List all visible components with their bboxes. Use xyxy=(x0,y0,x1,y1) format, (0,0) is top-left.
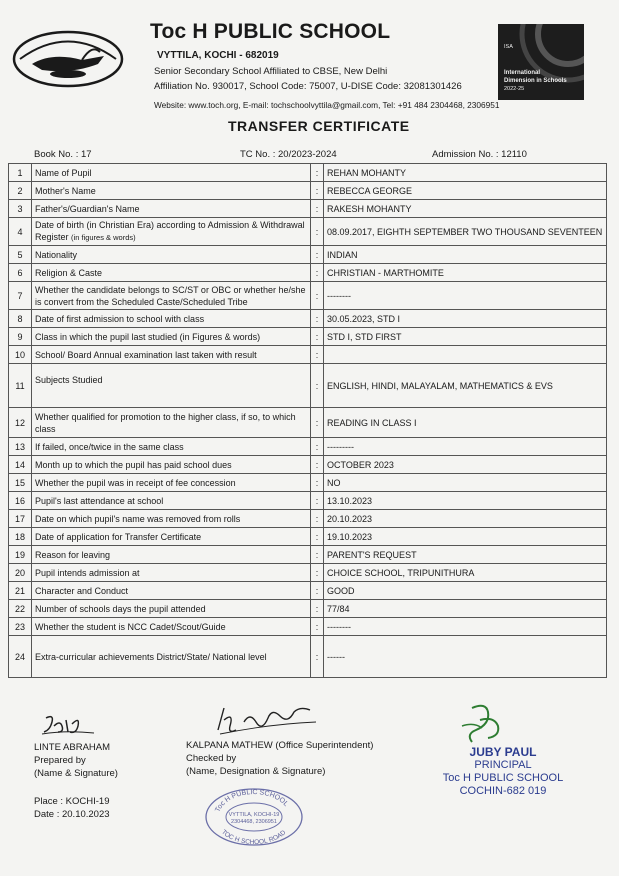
row-colon: : xyxy=(311,282,324,310)
row-question-text: Character and Conduct xyxy=(35,585,129,596)
row-colon: : xyxy=(311,182,324,200)
row-colon: : xyxy=(311,364,324,408)
row-question xyxy=(32,346,311,364)
row-question xyxy=(32,564,311,582)
row-question-text: Month up to which the pupil has paid school dues xyxy=(35,459,232,470)
book-number: Book No. : 17 xyxy=(34,149,92,160)
table-row xyxy=(9,310,607,328)
row-question xyxy=(32,492,311,510)
table-row xyxy=(9,364,607,408)
isa-award-badge xyxy=(498,24,584,100)
table-row xyxy=(9,546,607,564)
row-number: 7 xyxy=(9,282,32,310)
row-answer: 19.10.2023 xyxy=(324,528,607,546)
table-row xyxy=(9,246,607,264)
principal-signature xyxy=(452,702,508,746)
table-row xyxy=(9,264,607,282)
row-answer: READING IN CLASS I xyxy=(324,408,607,438)
principal-name: JUBY PAUL xyxy=(469,745,537,759)
row-question-text: Mother's Name xyxy=(35,185,96,196)
row-number: 14 xyxy=(9,456,32,474)
checked-by-block xyxy=(186,739,373,778)
stamp-top-text: Toc H PUBLIC SCHOOL xyxy=(214,788,290,814)
table-row xyxy=(9,510,607,528)
row-colon: : xyxy=(311,328,324,346)
certificate-title: TRANSFER CERTIFICATE xyxy=(228,118,410,134)
row-question-text: Reason for leaving xyxy=(35,549,111,560)
tc-number: TC No. : 20/2023-2024 xyxy=(240,149,337,160)
row-number: 9 xyxy=(9,328,32,346)
row-answer: INDIAN xyxy=(324,246,607,264)
table-row xyxy=(9,218,607,246)
row-question xyxy=(32,200,311,218)
row-colon: : xyxy=(311,492,324,510)
table-row xyxy=(9,618,607,636)
prepared-by-role: Prepared by xyxy=(34,755,86,766)
checked-by-note: (Name, Designation & Signature) xyxy=(186,766,326,777)
row-answer: STD I, STD FIRST xyxy=(324,328,607,346)
prepared-by-signature xyxy=(40,712,96,738)
row-number: 22 xyxy=(9,600,32,618)
row-question xyxy=(32,218,311,246)
row-number: 12 xyxy=(9,408,32,438)
row-answer: REHAN MOHANTY xyxy=(324,164,607,182)
table-row xyxy=(9,474,607,492)
row-number: 5 xyxy=(9,246,32,264)
row-number: 20 xyxy=(9,564,32,582)
table-row xyxy=(9,492,607,510)
row-answer: 30.05.2023, STD I xyxy=(324,310,607,328)
row-answer: REBECCA GEORGE xyxy=(324,182,607,200)
row-number: 2 xyxy=(9,182,32,200)
row-question-text: Whether the student is NCC Cadet/Scout/Guide xyxy=(35,621,226,632)
row-question xyxy=(32,618,311,636)
row-colon: : xyxy=(311,618,324,636)
row-number: 4 xyxy=(9,218,32,246)
principal-title: PRINCIPAL xyxy=(474,759,532,771)
table-row xyxy=(9,328,607,346)
admission-number: Admission No. : 12110 xyxy=(432,149,527,160)
place-text: Place : KOCHI-19 xyxy=(34,796,110,807)
row-colon: : xyxy=(311,546,324,564)
row-colon: : xyxy=(311,246,324,264)
row-colon: : xyxy=(311,474,324,492)
row-question xyxy=(32,328,311,346)
row-colon: : xyxy=(311,310,324,328)
row-answer: ENGLISH, HINDI, MALAYALAM, MATHEMATICS & EVS xyxy=(324,364,607,408)
badge-tag: ISA xyxy=(504,44,513,50)
row-colon: : xyxy=(311,636,324,678)
row-colon: : xyxy=(311,408,324,438)
row-question-text: If failed, once/twice in the same class xyxy=(35,441,184,452)
prepared-by-block xyxy=(34,741,118,780)
row-answer: CHOICE SCHOOL, TRIPUNITHURA xyxy=(324,564,607,582)
table-row xyxy=(9,582,607,600)
table-row xyxy=(9,200,607,218)
row-question xyxy=(32,264,311,282)
school-name: Toc H PUBLIC SCHOOL xyxy=(150,20,391,43)
table-row xyxy=(9,438,607,456)
row-colon: : xyxy=(311,200,324,218)
table-row xyxy=(9,456,607,474)
row-question-text: Date of birth (in Christian Era) according to Admission & Withdrawal Register xyxy=(35,220,305,242)
row-number: 3 xyxy=(9,200,32,218)
row-answer: OCTOBER 2023 xyxy=(324,456,607,474)
table-row xyxy=(9,408,607,438)
row-answer: 77/84 xyxy=(324,600,607,618)
prepared-by-note: (Name & Signature) xyxy=(34,768,118,779)
row-colon: : xyxy=(311,528,324,546)
row-question-text: Class in which the pupil last studied (in Figures & words) xyxy=(35,331,261,342)
checked-by-role: Checked by xyxy=(186,753,237,764)
row-answer: -------- xyxy=(324,282,607,310)
checked-by-name: KALPANA MATHEW (Office Superintendent) xyxy=(186,740,374,751)
row-question xyxy=(32,528,311,546)
row-question-text: Whether qualified for promotion to the higher class, if so, to which class xyxy=(35,411,296,434)
row-question-text: Subjects Studied xyxy=(35,375,103,385)
stamp-bottom-text: TOC H SCHOOL ROAD xyxy=(219,828,288,846)
row-answer: --------- xyxy=(324,438,607,456)
row-answer: 08.09.2017, EIGHTH SEPTEMBER TWO THOUSAND SEVENTEEN xyxy=(324,218,607,246)
row-question xyxy=(32,438,311,456)
row-question-hint: (in figures & words) xyxy=(71,233,136,242)
row-answer xyxy=(324,346,607,364)
school-location: VYTTILA, KOCHI - 682019 xyxy=(157,50,279,61)
row-question xyxy=(32,246,311,264)
stamp-mid-1: VYTTILA, KOCHI-19 xyxy=(228,812,280,818)
principal-city: COCHIN-682 019 xyxy=(459,785,547,797)
row-number: 17 xyxy=(9,510,32,528)
table-row xyxy=(9,564,607,582)
row-question-text: Religion & Caste xyxy=(35,267,103,278)
date-text: Date : 20.10.2023 xyxy=(34,809,110,820)
row-question-text: Pupil intends admission at xyxy=(35,567,140,578)
row-question-text: Extra-curricular achievements District/State/ National level xyxy=(35,651,267,662)
row-colon: : xyxy=(311,218,324,246)
table-row xyxy=(9,346,607,364)
row-number: 21 xyxy=(9,582,32,600)
school-codes: Affiliation No. 930017, School Code: 75007, U-DISE Code: 32081301426 xyxy=(154,81,462,92)
row-question-text: Name of Pupil xyxy=(35,167,92,178)
row-question-text: Pupil's last attendance at school xyxy=(35,495,164,506)
row-question xyxy=(32,582,311,600)
row-number: 16 xyxy=(9,492,32,510)
row-colon: : xyxy=(311,564,324,582)
row-question xyxy=(32,510,311,528)
badge-line-1: International xyxy=(504,70,541,76)
row-number: 24 xyxy=(9,636,32,678)
row-question-text: Number of schools days the pupil attended xyxy=(35,603,206,614)
row-question-text: Date of application for Transfer Certificate xyxy=(35,531,202,542)
row-number: 1 xyxy=(9,164,32,182)
row-question xyxy=(32,408,311,438)
row-question xyxy=(32,600,311,618)
row-number: 11 xyxy=(9,364,32,408)
principal-school: Toc H PUBLIC SCHOOL xyxy=(442,772,564,784)
row-answer: NO xyxy=(324,474,607,492)
row-number: 18 xyxy=(9,528,32,546)
row-answer: 20.10.2023 xyxy=(324,510,607,528)
school-emblem-lamp-icon xyxy=(12,30,124,88)
row-question-text: Father's/Guardian's Name xyxy=(35,203,140,214)
school-contact: Website: www.toch.org, E-mail: tochschoolvyttila@gmail.com, Tel: +91 484 2304468, 2306951 xyxy=(154,100,500,110)
row-question xyxy=(32,182,311,200)
row-question-text: Date of first admission to school with class xyxy=(35,313,205,324)
row-number: 15 xyxy=(9,474,32,492)
table-row xyxy=(9,282,607,310)
row-question-text: Whether the candidate belongs to SC/ST or OBC or whether he/she is convert from the Scheduled Caste/Scheduled Tribe xyxy=(35,284,306,307)
table-row xyxy=(9,164,607,182)
row-answer: RAKESH MOHANTY xyxy=(324,200,607,218)
row-answer: 13.10.2023 xyxy=(324,492,607,510)
row-question-text: Nationality xyxy=(35,249,78,260)
table-row xyxy=(9,636,607,678)
row-question xyxy=(32,456,311,474)
table-row xyxy=(9,528,607,546)
row-question xyxy=(32,546,311,564)
row-colon: : xyxy=(311,264,324,282)
row-answer: CHRISTIAN - MARTHOMITE xyxy=(324,264,607,282)
row-question-text: School/ Board Annual examination last taken with result xyxy=(35,349,257,360)
badge-line-2: Dimension in Schools xyxy=(504,78,567,84)
row-question xyxy=(32,310,311,328)
row-question xyxy=(32,164,311,182)
row-number: 13 xyxy=(9,438,32,456)
row-answer: PARENT'S REQUEST xyxy=(324,546,607,564)
row-question xyxy=(32,364,311,408)
prepared-by-name: LINTE ABRAHAM xyxy=(34,742,111,753)
certificate-details-table xyxy=(8,163,607,678)
row-colon: : xyxy=(311,164,324,182)
school-seal-stamp xyxy=(204,786,304,846)
row-colon: : xyxy=(311,456,324,474)
row-number: 6 xyxy=(9,264,32,282)
row-colon: : xyxy=(311,582,324,600)
row-question-text: Whether the pupil was in receipt of fee concession xyxy=(35,477,236,488)
principal-stamp xyxy=(436,746,570,798)
row-colon: : xyxy=(311,510,324,528)
row-colon: : xyxy=(311,346,324,364)
row-question xyxy=(32,636,311,678)
table-row xyxy=(9,600,607,618)
row-colon: : xyxy=(311,600,324,618)
row-colon: : xyxy=(311,438,324,456)
row-answer: ------ xyxy=(324,636,607,678)
row-number: 8 xyxy=(9,310,32,328)
row-question xyxy=(32,474,311,492)
table-row xyxy=(9,182,607,200)
stamp-mid-2: 2304468, 2306951 xyxy=(231,819,277,825)
checked-by-signature xyxy=(210,702,318,738)
school-affiliation: Senior Secondary School Affiliated to CBSE, New Delhi xyxy=(154,66,388,77)
row-question-text: Date on which pupil's name was removed from rolls xyxy=(35,513,241,524)
row-number: 23 xyxy=(9,618,32,636)
place-date-block xyxy=(34,795,110,821)
row-answer: GOOD xyxy=(324,582,607,600)
badge-line-3: 2022-25 xyxy=(504,86,525,92)
row-number: 19 xyxy=(9,546,32,564)
row-question xyxy=(32,282,311,310)
row-answer: -------- xyxy=(324,618,607,636)
row-number: 10 xyxy=(9,346,32,364)
